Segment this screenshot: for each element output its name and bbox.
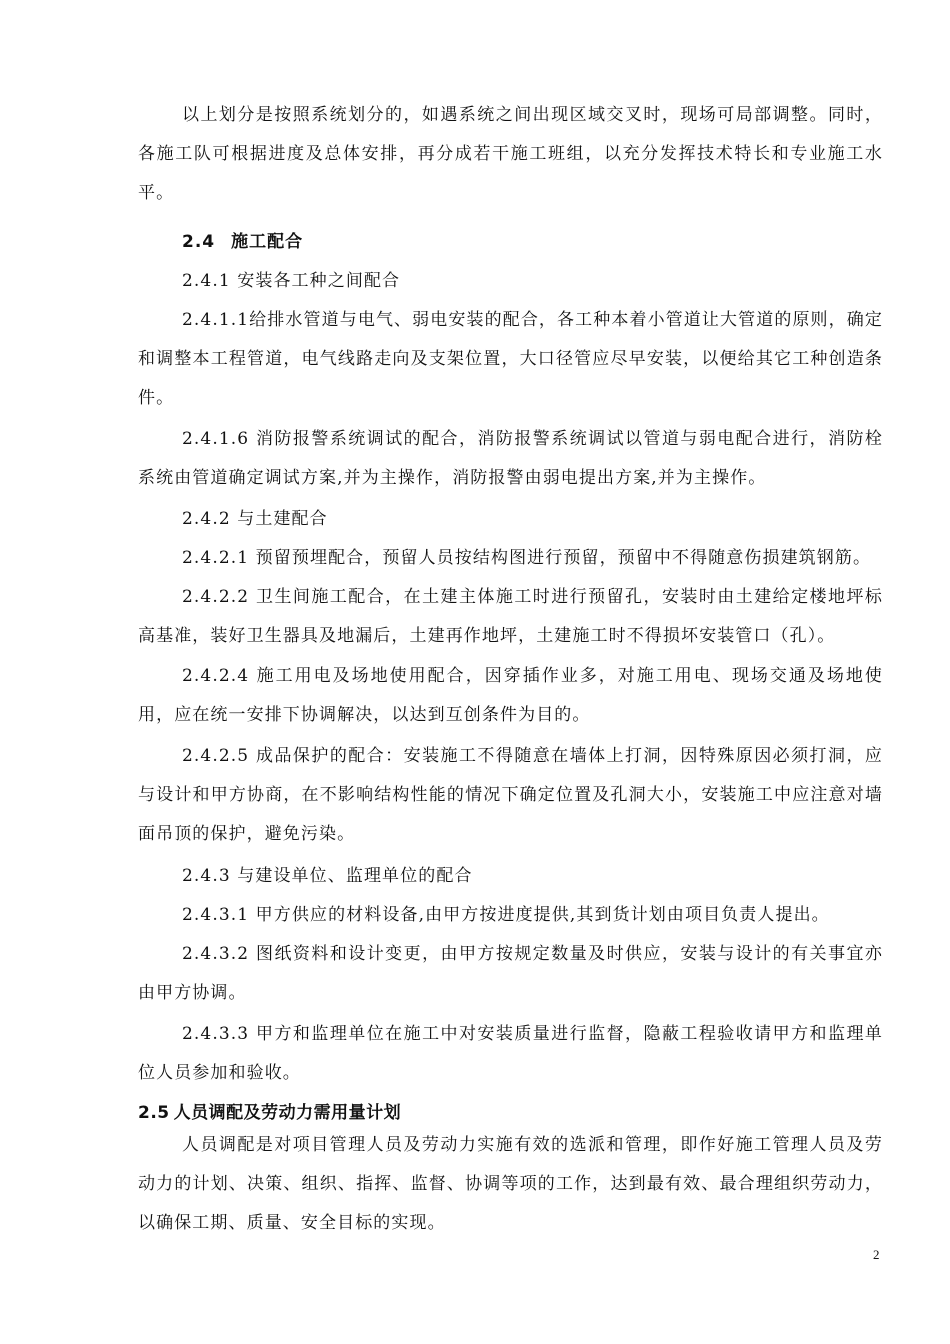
paragraph-2-4-3-1: 2.4.3.1 甲方供应的材料设备,由甲方按进度提供,其到货计划由项目负责人提出。 bbox=[182, 905, 830, 925]
paragraph-2-4-2-1: 2.4.2.1 预留预埋配合，预留人员按结构图进行预留，预留中不得随意伤损建筑钢筋。 bbox=[182, 548, 872, 568]
section-title: 人员调配及劳动力需用量计划 bbox=[173, 1103, 402, 1123]
section-title: 施工配合 bbox=[231, 232, 304, 252]
paragraph-2-4-3-2: 2.4.3.2 图纸资料和设计变更，由甲方按规定数量及时供应，安装与设计的有关事宜亦由甲方协调。 bbox=[138, 944, 883, 1003]
paragraph-2-4-2-4: 2.4.2.4 施工用电及场地使用配合，因穿插作业多，对施工用电、现场交通及场地使用，应在统一安排下协调解决，以达到互创条件为目的。 bbox=[138, 666, 883, 725]
section-heading-2-4 bbox=[182, 230, 303, 254]
page-number: 2 bbox=[873, 1247, 880, 1262]
subsection-2-4-2: 2.4.2 与土建配合 bbox=[182, 509, 328, 529]
paragraph-2-5-staffing: 人员调配是对项目管理人员及劳动力实施有效的选派和管理，即作好施工管理人员及劳动力的计划、决策、组织、指挥、监督、协调等项的工作，达到最有效、最合理组织劳动力，以确保工期、质量、安全目标的实现。 bbox=[138, 1135, 883, 1233]
section-number: 2.4 bbox=[182, 232, 216, 252]
subsection-2-4-3: 2.4.3 与建设单位、监理单位的配合 bbox=[182, 866, 473, 886]
section-heading-2-5 bbox=[138, 1101, 401, 1125]
paragraph-2-4-2-5: 2.4.2.5 成品保护的配合：安装施工不得随意在墙体上打洞，因特殊原因必须打洞，应与设计和甲方协商，在不影响结构性能的情况下确定位置及孔洞大小，安装施工中应注意对墙面吊顶的保护，避免污染。 bbox=[138, 746, 883, 844]
paragraph-system-division: 以上划分是按照系统划分的，如遇系统之间出现区域交叉时，现场可局部调整。同时，各施工队可根据进度及总体安排，再分成若干施工班组，以充分发挥技术特长和专业施工水平。 bbox=[138, 105, 883, 203]
subsection-2-4-1: 2.4.1 安装各工种之间配合 bbox=[182, 271, 401, 291]
paragraph-2-4-3-3: 2.4.3.3 甲方和监理单位在施工中对安装质量进行监督，隐蔽工程验收请甲方和监理单位人员参加和验收。 bbox=[138, 1024, 883, 1083]
paragraph-2-4-1-1: 2.4.1.1给排水管道与电气、弱电安装的配合，各工种本着小管道让大管道的原则，确定和调整本工程管道，电气线路走向及支架位置，大口径管应尽早安装，以便给其它工种创造条件。 bbox=[138, 310, 883, 408]
paragraph-2-4-2-2: 2.4.2.2 卫生间施工配合，在土建主体施工时进行预留孔，安装时由土建给定楼地坪标高基准，装好卫生器具及地漏后，土建再作地坪，土建施工时不得损坏安装管口（孔）。 bbox=[138, 587, 883, 646]
section-number: 2.5 bbox=[138, 1103, 170, 1123]
paragraph-2-4-1-6: 2.4.1.6 消防报警系统调试的配合，消防报警系统调试以管道与弱电配合进行，消防栓系统由管道确定调试方案,并为主操作，消防报警由弱电提出方案,并为主操作。 bbox=[138, 429, 883, 488]
